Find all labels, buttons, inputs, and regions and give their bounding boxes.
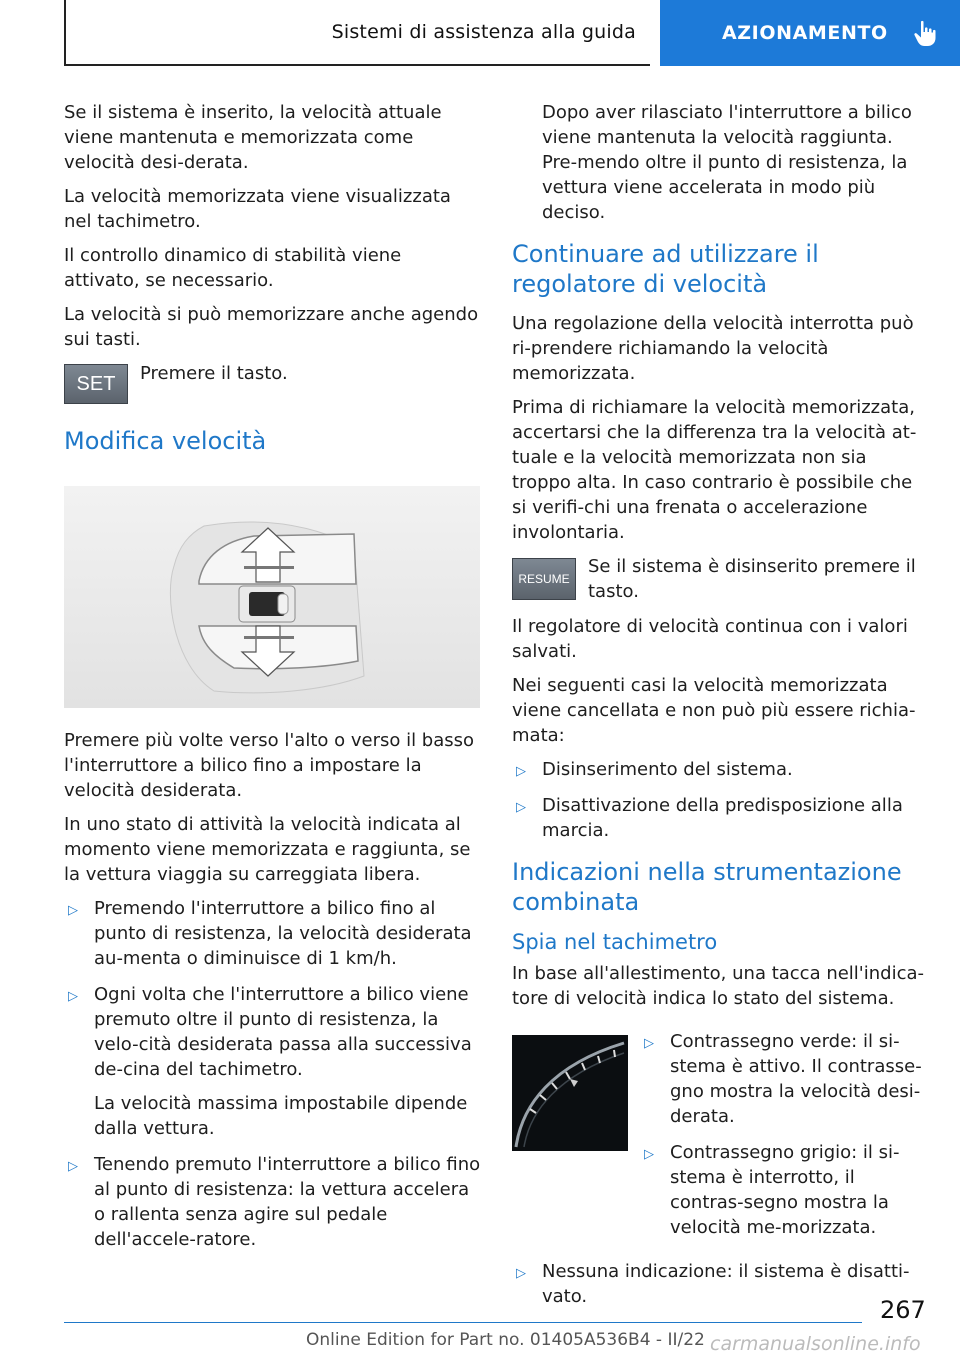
bullet-list <box>512 757 928 843</box>
paragraph: La velocità memorizzata viene visualizzata nel tachimetro. <box>64 186 451 232</box>
list-item: ▷ Ogni volta che l'interruttore a bilico viene premuto oltre il punto di resistenza, la velo-cità desiderata passa alla successiva de-cina del tachimetro. La velocità massima impostabile dipende dalla vettura. <box>64 982 482 1141</box>
triangle-bullet-icon: ▷ <box>68 1159 78 1174</box>
list-item: ▷ Disattivazione della predisposizione alla marcia. <box>516 795 903 841</box>
list-item: ▷ Contrassegno grigio: il si-stema è interrotto, il contras-segno mostra la velocità me-morizzata. <box>644 1142 900 1238</box>
triangle-bullet-icon: ▷ <box>644 1036 654 1051</box>
heading-modifica-velocita: Modifica velocità <box>64 427 267 455</box>
paragraph: Una regolazione della velocità interrotta può ri-prendere richiamando la velocità memorizzata. <box>512 313 914 384</box>
speedometer-row <box>512 1029 928 1251</box>
steering-wheel-rocker-image <box>64 486 480 708</box>
hand-pointer-icon <box>910 18 940 48</box>
paragraph: In base all'allestimento, una tacca nell'indica-tore di velocità indica lo stato del sistema. <box>512 963 925 1009</box>
set-key-icon: SET <box>64 364 128 404</box>
paragraph: Nei seguenti casi la velocità memorizzata viene cancellata e non può più essere richia-mata: <box>512 675 916 746</box>
bullet-list <box>512 1259 928 1309</box>
paragraph: Il controllo dinamico di stabilità viene attivato, se necessario. <box>64 245 402 291</box>
list-item: ▷ Contrassegno verde: il si-stema è attivo. Il contrasse-gno mostra la velocità desi-derata. <box>644 1031 922 1127</box>
section-title: Sistemi di assistenza alla guida <box>331 21 636 43</box>
bullet-list <box>640 1029 928 1251</box>
paragraph: Se il sistema è inserito, la velocità attuale viene mantenuta e memorizzata come velocità desi-derata. <box>64 102 442 173</box>
list-item: ▷ Nessuna indicazione: il sistema è disatti-vato. <box>516 1261 910 1307</box>
triangle-bullet-icon: ▷ <box>516 1266 526 1281</box>
list-item-continuation: La velocità massima impostabile dipende dalla vettura. <box>94 1093 468 1139</box>
paragraph: In uno stato di attività la velocità indicata al momento viene memorizzata e raggiunta, se la vettura viaggia su carreggiata libera. <box>64 814 471 885</box>
heading-continuare: Continuare ad utilizzare il regolatore di velocità <box>512 240 819 298</box>
chapter-title: AZIONAMENTO <box>722 22 888 44</box>
list-item: ▷ Tenendo premuto l'interruttore a bilico fino al punto di resistenza: la vettura accelera o rallenta senza agire sul pedale dell'accele-ratore. <box>68 1154 481 1250</box>
chapter-header <box>660 0 960 66</box>
triangle-bullet-icon: ▷ <box>68 903 78 918</box>
triangle-bullet-icon: ▷ <box>644 1147 654 1162</box>
set-key-row <box>64 361 482 404</box>
heading-indicazioni: Indicazioni nella strumentazione combinata <box>512 858 902 916</box>
triangle-bullet-icon: ▷ <box>516 800 526 815</box>
set-key-text: Premere il tasto. <box>140 363 288 384</box>
paragraph: La velocità si può memorizzare anche agendo sui tasti. <box>64 304 479 350</box>
resume-key-text: Se il sistema è disinserito premere il tasto. <box>588 556 916 602</box>
heading-spia: Spia nel tachimetro <box>512 930 718 954</box>
bullet-list <box>64 896 482 1252</box>
resume-key-row <box>512 554 928 604</box>
section-header <box>64 0 650 66</box>
resume-key-icon: RESUME <box>512 558 576 600</box>
speedometer-image <box>512 1035 628 1151</box>
right-column <box>512 100 928 1320</box>
left-column <box>64 100 482 1263</box>
list-item: ▷ Premendo l'interruttore a bilico fino al punto di resistenza, la velocità desiderata au-menta o diminuisce di 1 km/h. <box>68 898 472 969</box>
paragraph: Premere più volte verso l'alto o verso il basso l'interruttore a bilico fino a impostare la velocità desiderata. <box>64 730 475 801</box>
list-item: ▷ Disinserimento del sistema. <box>512 757 928 782</box>
paragraph: Dopo aver rilasciato l'interruttore a bilico viene mantenuta la velocità raggiunta. Pre-mendo oltre il punto di resistenza, la vettura viene accelerata in modo più deciso. <box>542 102 912 223</box>
footer-divider <box>64 1322 862 1323</box>
page-number: 267 <box>880 1296 926 1324</box>
watermark-text: carmanualsonline.info <box>710 1333 921 1355</box>
edition-text: Online Edition for Part no. 01405A536B4 - II/22 <box>306 1330 705 1350</box>
paragraph: Prima di richiamare la velocità memorizzata, accertarsi che la differenza tra la velocità at-tuale e la velocità memorizzata non sia troppo alta. In caso contrario è possibile che si verifi-chi una frenata o accelerazione involontaria. <box>512 397 917 543</box>
triangle-bullet-icon: ▷ <box>516 764 526 779</box>
paragraph: Il regolatore di velocità continua con i valori salvati. <box>512 616 908 662</box>
triangle-bullet-icon: ▷ <box>68 989 78 1004</box>
